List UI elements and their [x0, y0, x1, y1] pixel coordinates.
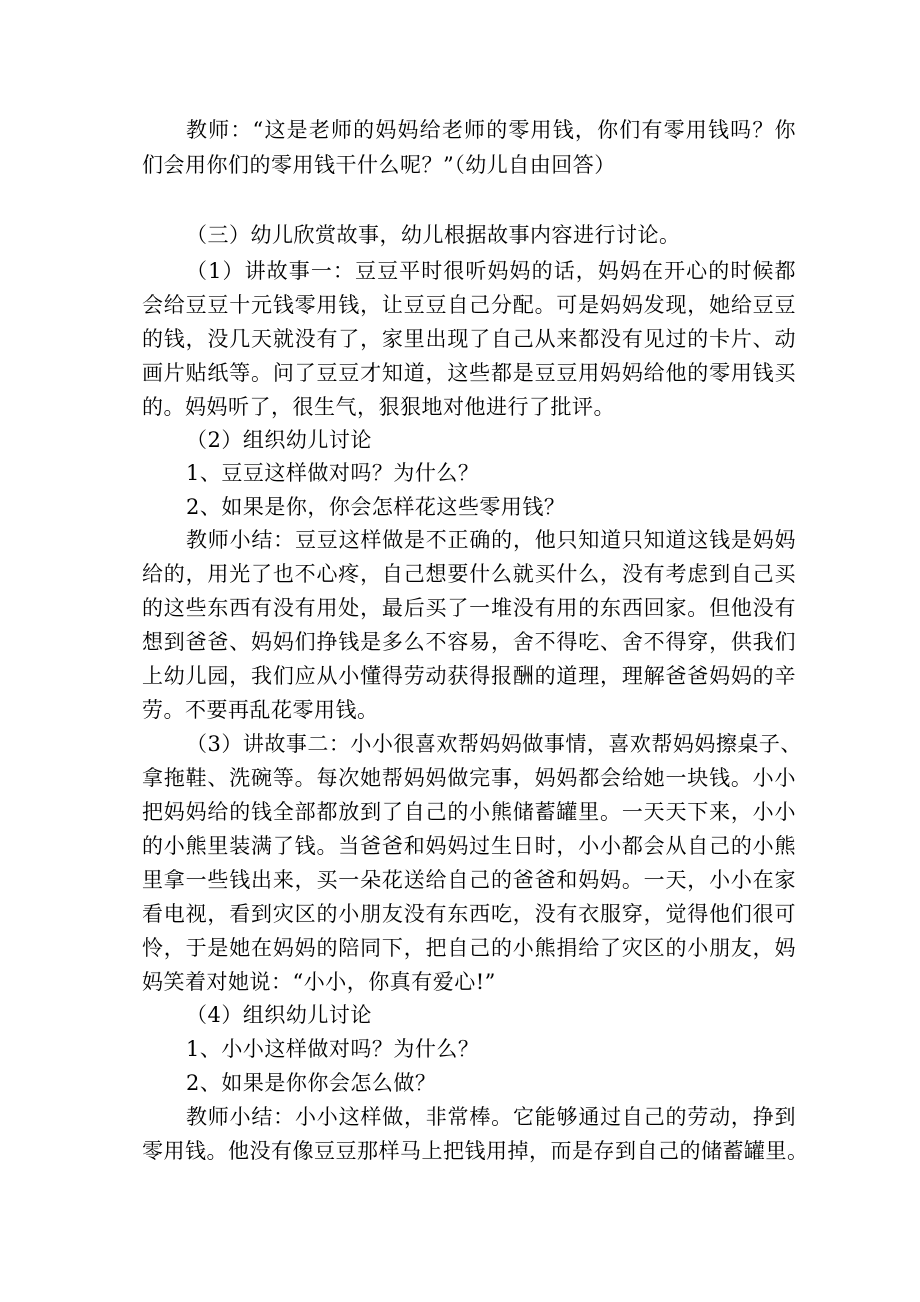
text-line: 上幼儿园，我们应从小懂得劳动获得报酬的道理，理解爸爸妈妈的辛 — [142, 664, 796, 688]
text-line: 拿拖鞋、洗碗等。每次她帮妈妈做完事，妈妈都会给她一块钱。小小 — [142, 766, 796, 790]
text-line: 画片贴纸等。问了豆豆才知道，这些都是豆豆用妈妈给他的零用钱买 — [142, 361, 796, 385]
text-line: 妈笑着对她说：“小小，你真有爱心!” — [142, 970, 496, 994]
text-line: 给的，用光了也不心疼，自己想要什么就买什么，没有考虑到自己买 — [142, 562, 796, 586]
text-line: 2、如果是你，你会怎样花这些零用钱？ — [186, 495, 566, 519]
text-line: 会给豆豆十元钱零用钱，让豆豆自己分配。可是妈妈发现，她给豆豆 — [142, 293, 796, 317]
text-line: （1）讲故事一：豆豆平时很听妈妈的话，妈妈在开心的时候都 — [186, 259, 796, 283]
text-line: 看电视，看到灾区的小朋友没有东西吃，没有衣服穿，觉得他们很可 — [142, 902, 796, 926]
text-line: 把妈妈给的钱全部都放到了自己的小熊储蓄罐里。一天天下来，小小 — [142, 800, 796, 824]
text-line: （3）讲故事二：小小很喜欢帮妈妈做事情，喜欢帮妈妈擦桌子、 — [186, 732, 802, 756]
text-line: （2）组织幼儿讨论 — [186, 428, 372, 452]
text-line: 教师小结：小小这样做，非常棒。它能够通过自己的劳动，挣到 — [186, 1105, 796, 1129]
text-line: 1、豆豆这样做对吗？为什么？ — [186, 461, 480, 485]
text-line: 想到爸爸、妈妈们挣钱是多么不容易，舍不得吃、舍不得穿，供我们 — [142, 630, 796, 654]
text-line: 零用钱。他没有像豆豆那样马上把钱用掉，而是存到自己的储蓄罐里。 — [142, 1139, 809, 1163]
text-line: 里拿一些钱出来，买一朵花送给自己的爸爸和妈妈。一天，小小在家 — [142, 868, 796, 892]
text-line: 的小熊里装满了钱。当爸爸和妈妈过生日时，小小都会从自己的小熊 — [142, 834, 796, 858]
text-line: 的钱，没几天就没有了，家里出现了自己从来都没有见过的卡片、动 — [142, 327, 796, 351]
text-line: 教师：“这是老师的妈妈给老师的零用钱，你们有零用钱吗？你 — [186, 118, 796, 142]
text-line: 怜，于是她在妈妈的陪同下，把自己的小熊捐给了灾区的小朋友，妈 — [142, 936, 796, 960]
text-line: 的这些东西有没有用处，最后买了一堆没有用的东西回家。但他没有 — [142, 596, 796, 620]
text-line: 们会用你们的零用钱干什么呢？”（幼儿自由回答） — [142, 153, 616, 177]
text-line: 2、如果是你你会怎么做？ — [186, 1071, 437, 1095]
text-line: 教师小结：豆豆这样做是不正确的，他只知道只知道这钱是妈妈 — [186, 528, 796, 552]
text-line: 1、小小这样做对吗？为什么？ — [186, 1037, 480, 1061]
text-line: 劳。不要再乱花零用钱。 — [142, 698, 379, 722]
section-heading: （三）幼儿欣赏故事，幼儿根据故事内容进行讨论。 — [186, 223, 681, 247]
text-line: （4）组织幼儿讨论 — [186, 1003, 372, 1027]
text-line: 的。妈妈听了，很生气，狠狠地对他进行了批评。 — [142, 395, 615, 419]
